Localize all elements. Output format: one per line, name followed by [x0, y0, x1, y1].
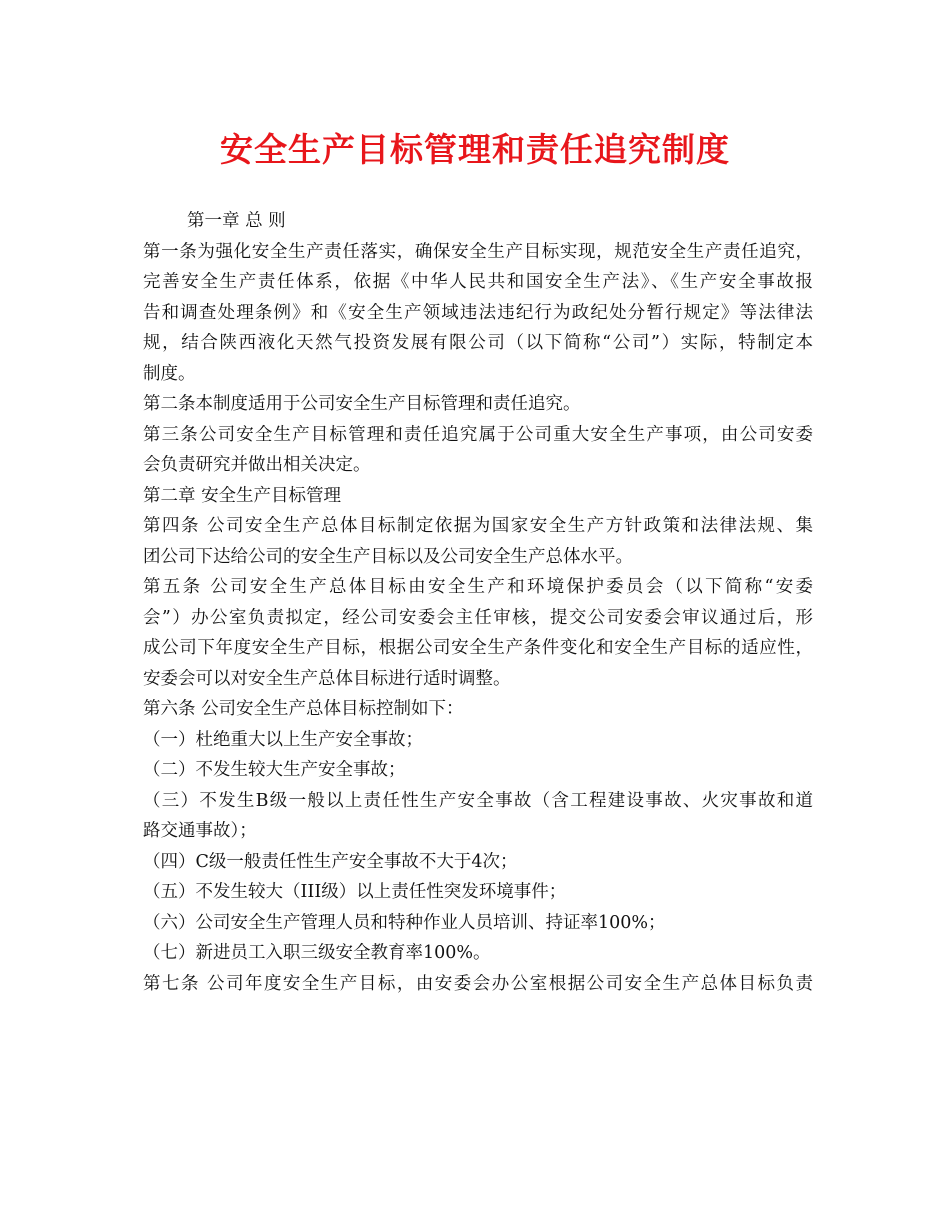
chapter-heading: 第一章 总 则: [187, 211, 286, 231]
text-line: 安委会可以对安全生产总体目标进行适时调整。: [143, 668, 511, 689]
text-line: 第七条 公司年度安全生产目标，由安委会办公室根据公司安全生产总体目标负责: [143, 973, 813, 994]
text-line: 告和调查处理条例》和《安全生产领域违法违纪行为政纪处分暂行规定》等法律法: [143, 302, 813, 323]
text-line: 完善安全生产责任体系，依据《中华人民共和国安全生产法》、《生产安全事故报: [143, 272, 813, 292]
document-body: [143, 206, 813, 999]
list-item: （四）C级一般责任性生产安全事故不大于4次；: [143, 851, 518, 872]
text-line: 第五条 公司安全生产总体目标由安全生产和环境保护委员会（以下简称“安委: [143, 577, 813, 597]
text-line: 第四条 公司安全生产总体目标制定依据为国家安全生产方针政策和法律法规、集: [143, 516, 813, 536]
text-line: 第六条 公司安全生产总体目标控制如下：: [143, 699, 464, 719]
text-line: 团公司下达给公司的安全生产目标以及公司安全生产总体水平。: [143, 546, 633, 567]
list-item-continuation: 路交通事故）；: [143, 821, 257, 841]
text-line: 会”）办公室负责拟定，经公司安委会主任审核，提交公司安委会审议通过后，形: [143, 607, 813, 628]
list-item: （六）公司安全生产管理人员和特种作业人员培训、持证率100%；: [143, 912, 666, 933]
text-line: 制度。: [143, 363, 196, 384]
chapter-heading: 第二章 安全生产目标管理: [143, 485, 342, 506]
list-item: （三）不发生B级一般以上责任性生产安全事故（含工程建设事故、火灾事故和道: [143, 790, 813, 811]
text-line: 第三条公司安全生产目标管理和责任追究属于公司重大安全生产事项，由公司安委: [143, 424, 813, 445]
list-item: （二）不发生较大生产安全事故；: [143, 760, 406, 780]
text-line: 第二条本制度适用于公司安全生产目标管理和责任追究。: [143, 394, 581, 414]
list-item: （七）新进员工入职三级安全教育率100%。: [143, 943, 491, 963]
text-line: 会负责研究并做出相关决定。: [143, 455, 371, 475]
text-line: 第一条为强化安全生产责任落实，确保安全生产目标实现，规范安全生产责任追究，: [143, 241, 813, 262]
list-item: （五）不发生较大（III级）以上责任性突发环境事件；: [143, 882, 567, 902]
text-line: 成公司下年度安全生产目标，根据公司安全生产条件变化和安全生产目标的适应性，: [143, 638, 813, 658]
list-item: （一）杜绝重大以上生产安全事故；: [143, 729, 423, 750]
document-title: 安全生产目标管理和责任追究制度: [220, 130, 730, 169]
text-line: 规，结合陕西液化天然气投资发展有限公司（以下简称“公司”）实际，特制定本: [143, 333, 813, 353]
